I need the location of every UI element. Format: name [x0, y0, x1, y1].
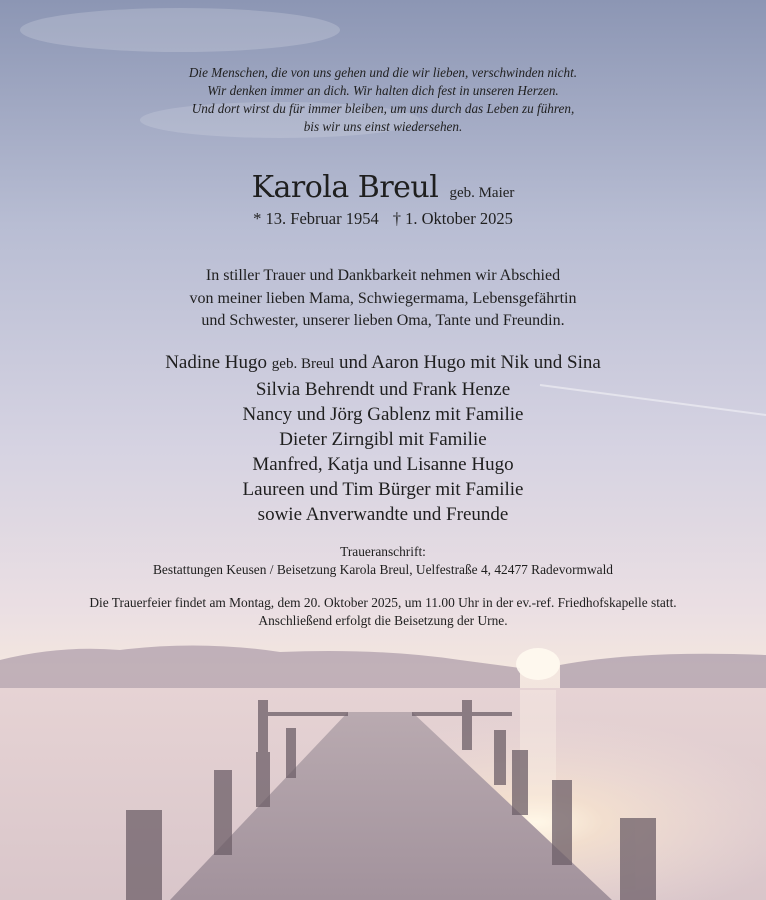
farewell-line: von meiner lieben Mama, Schwiegermama, Lebensgefährtin	[189, 289, 577, 307]
mourner-line: Nancy und Jörg Gablenz mit Familie	[242, 404, 524, 425]
mourner-birth-name: geb. Breul	[271, 356, 335, 372]
ceremony-line: Die Trauerfeier findet am Montag, dem 20. Oktober 2025, um 11.00 Uhr in der ev.-ref. Friedhofskapelle statt.	[89, 595, 677, 610]
poem-line: Wir denken immer an dich. Wir halten dich fest in unseren Herzen.	[207, 83, 559, 98]
deceased-name: Karola Breul	[251, 170, 439, 205]
poem-line: Und dort wirst du für immer bleiben, um uns durch das Leben zu führen,	[191, 101, 575, 116]
poem-line: Die Menschen, die von uns gehen und die wir lieben, verschwinden nicht.	[188, 65, 578, 80]
mourning-address	[0, 543, 766, 579]
poem-line: bis wir uns einst wiedersehen.	[303, 119, 463, 134]
farewell-line: und Schwester, unserer lieben Oma, Tante und Freundin.	[201, 312, 565, 329]
deceased-name-line	[0, 170, 766, 205]
mourner-line: Laureen und Tim Bürger mit Familie	[242, 479, 524, 500]
mourner-line	[0, 350, 766, 377]
ceremony-line: Anschließend erfolgt die Beisetzung der Urne.	[258, 613, 508, 628]
mourner-line: sowie Anverwandte und Freunde	[257, 504, 509, 525]
ceremony-info	[0, 594, 766, 630]
death-date: † 1. Oktober 2025	[392, 209, 513, 228]
farewell-line: In stiller Trauer und Dankbarkeit nehmen wir Abschied	[205, 267, 561, 284]
mourner-name: Nadine Hugo	[165, 352, 268, 373]
memorial-poem	[0, 64, 766, 136]
mourners-list	[0, 350, 766, 527]
birth-date: * 13. Februar 1954	[253, 209, 379, 228]
mourner-line: Manfred, Katja und Lisanne Hugo	[252, 454, 514, 475]
mourner-rest: und Aaron Hugo mit Nik und Sina	[339, 352, 601, 373]
mourner-line: Dieter Zirngibl mit Familie	[279, 429, 487, 450]
mourner-line: Silvia Behrendt und Frank Henze	[255, 379, 511, 400]
address-text: Bestattungen Keusen / Beisetzung Karola Breul, Uelfestraße 4, 42477 Radevormwald	[153, 562, 613, 577]
address-label: Traueranschrift:	[340, 544, 426, 559]
birth-name: geb. Maier	[449, 185, 515, 201]
life-dates	[0, 209, 766, 229]
farewell-text	[0, 265, 766, 333]
